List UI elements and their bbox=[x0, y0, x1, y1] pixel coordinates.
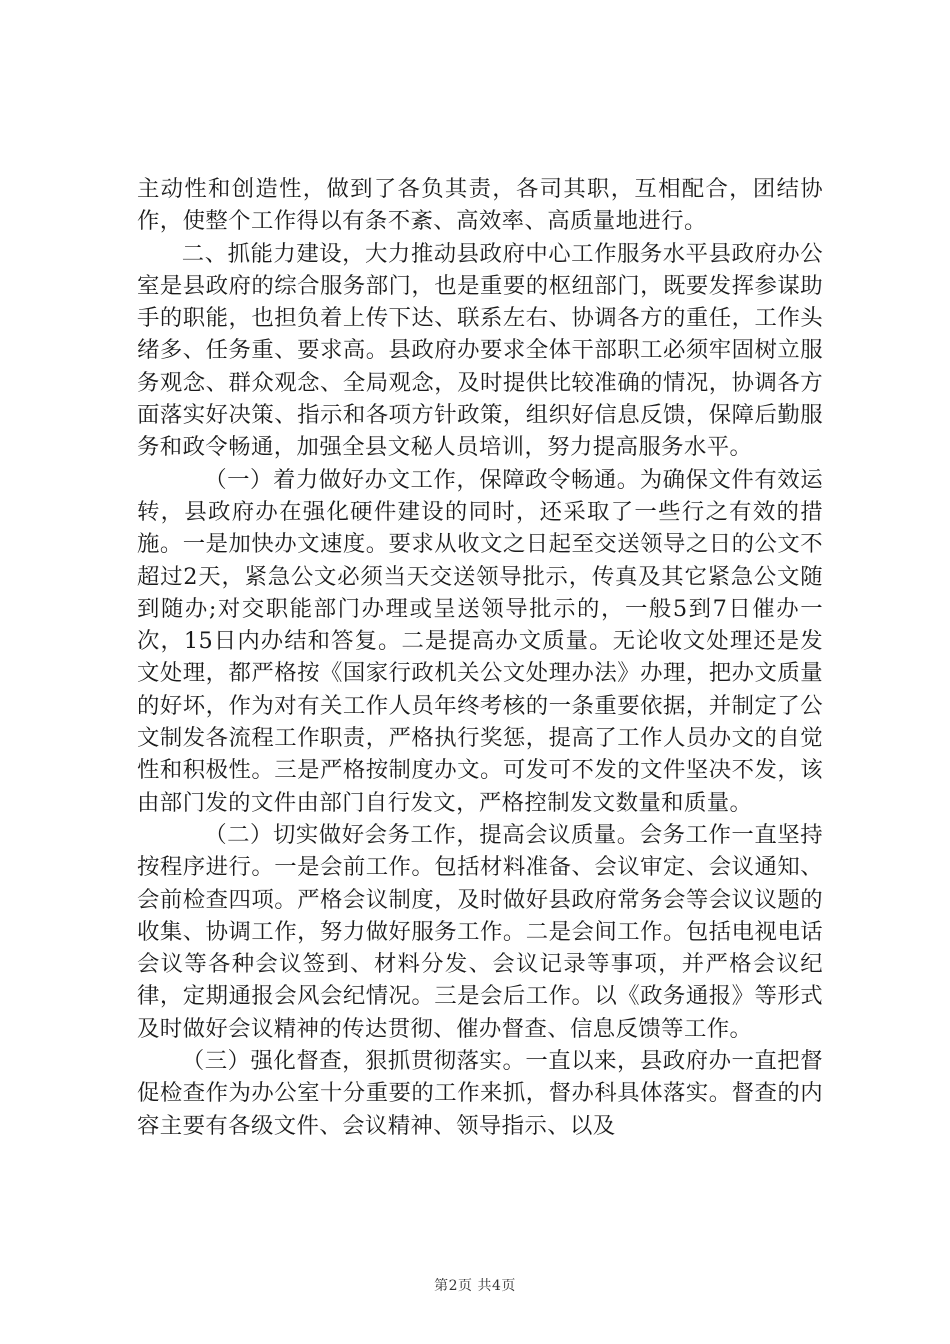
paragraph-item-one: （一）着力做好办文工作，保障政令畅通。为确保文件有效运转，县政府办在强化硬件建设的同时，还采取了一些行之有效的措施。一是加快办文速度。要求从收文之日起至交送领导之日的公文不超过2天，紧急公文必须当天交送领导批示，传真及其它紧急公文随到随办;对交职能部门办理或呈送领导批示的，一般5到7日催办一次，15日内办结和答复。二是提高办文质量。无论收文处理还是发文处理，都严格按《国家行政机关公文处理办法》办理，把办文质量的好坏，作为对有关工作人员年终考核的一条重要依据，并制定了公文制发各流程工作职责，严格执行奖惩，提高了工作人员办文的自觉性和积极性。三是严格按制度办文。可发可不发的文件坚决不发，该由部门发的文件由部门自行发文，严格控制发文数量和质量。 bbox=[137, 466, 823, 816]
paragraph-item-three: （三）强化督查，狠抓贯彻落实。一直以来，县政府办一直把督促检查作为办公室十分重要的工作来抓，督办科具体落实。督查的内容主要有各级文件、会议精神、领导指示、以及 bbox=[137, 1048, 823, 1139]
paragraph-section-two: 二、抓能力建设，大力推动县政府中心工作服务水平县政府办公室是县政府的综合服务部门，也是重要的枢纽部门，既要发挥参谋助手的职能，也担负着上传下达、联系左右、协调各方的重任，工作头绪多、任务重、要求高。县政府办要求全体干部职工必须牢固树立服务观念、群众观念、全局观念，及时提供比较准确的情况，协调各方面落实好决策、指示和各项方针政策，组织好信息反馈，保障后勤服务和政令畅通，加强全县文秘人员培训，努力提高服务水平。 bbox=[137, 240, 823, 461]
page-number-footer: 第2页 共4页 bbox=[434, 1278, 516, 1294]
document-body bbox=[137, 173, 823, 1142]
paragraph-item-two: （二）切实做好会务工作，提高会议质量。会务工作一直坚持按程序进行。一是会前工作。包括材料准备、会议审定、会议通知、会前检查四项。严格会议制度，及时做好县政府常务会等会议议题的收集、协调工作，努力做好服务工作。二是会间工作。包括电视电话会议等各种会议签到、材料分发、会议记录等事项，并严格会议纪律，定期通报会风会纪情况。三是会后工作。以《政务通报》等形式及时做好会议精神的传达贯彻、催办督查、信息反馈等工作。 bbox=[137, 821, 823, 1042]
paragraph-continuation: 主动性和创造性，做到了各负其责，各司其职，互相配合，团结协作，使整个工作得以有条不紊、高效率、高质量地进行。 bbox=[137, 176, 823, 235]
